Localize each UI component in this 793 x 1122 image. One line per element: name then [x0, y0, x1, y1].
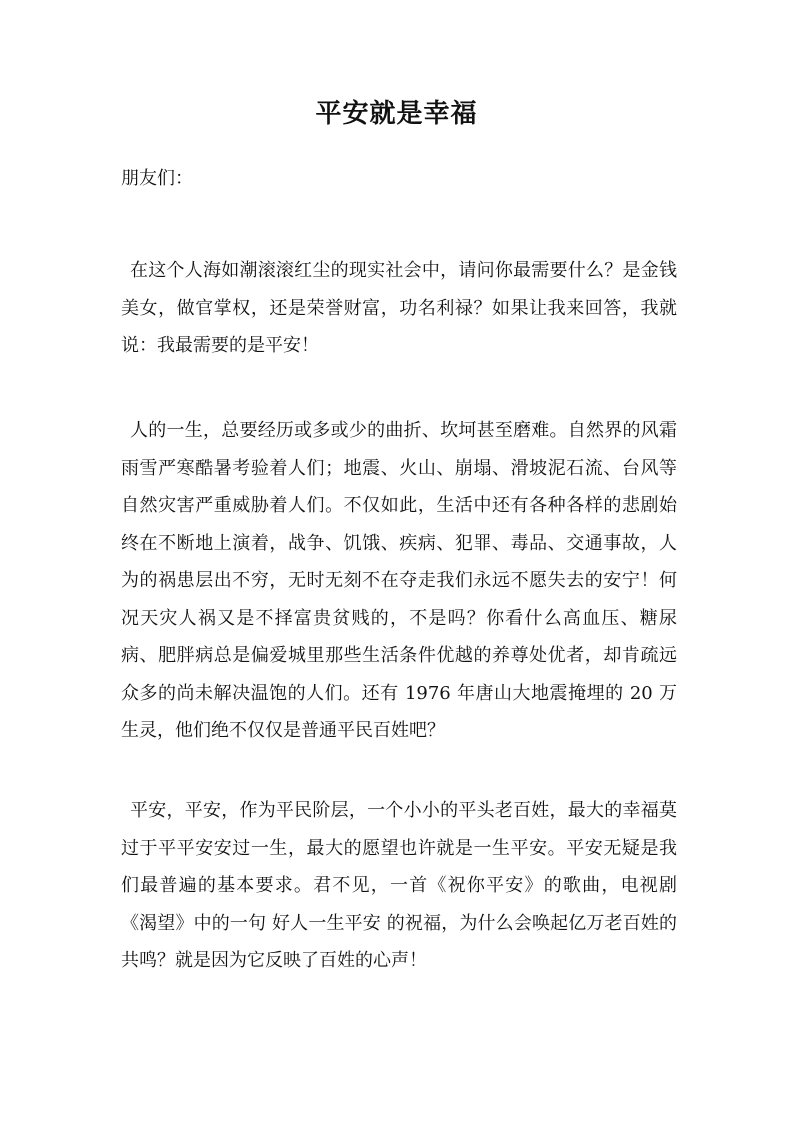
paragraph-2: 人的一生，总要经历或多或少的曲折、坎坷甚至磨难。自然界的风霜雨雪严寒酷暑考验着人们；地震、火山、崩塌、滑坡泥石流、台风等自然灾害严重威胁着人们。不仅如此，生活中还有各种各样的悲剧始终在不断地上演着，战争、饥饿、疾病、犯罪、毒品、交通事故，人为的祸患层出不穷，无时无刻不在夺走我们永远不愿失去的安宁！何况天灾人祸又是不择富贵贫贱的，不是吗？你看什么高血压、糖尿病、肥胖病总是偏爱城里那些生活条件优越的养尊处优者，却肯疏远众多的尚未解决温饱的人们。还有 1976 年唐山大地震掩埋的 20 万生灵，他们绝不仅仅是普通平民百姓吧？ [121, 420, 677, 741]
paragraph-3: 平安，平安，作为平民阶层，一个小小的平头老百姓，最大的幸福莫过于平平安安过一生，最大的愿望也许就是一生平安。平安无疑是我们最普遍的基本要求。君不见，一首《祝你平安》的歌曲，电视剧《渴望》中的一句 好人一生平安 的祝福，为什么会唤起亿万老百姓的共鸣？就是因为它反映了百姓的心声！ [121, 800, 677, 971]
paragraph-1: 在这个人海如潮滚滚红尘的现实社会中，请问你最需要什么？是金钱美女，做官掌权，还是荣誉财富，功名利禄？如果让我来回答，我就说：我最需要的是平安！ [121, 260, 677, 356]
document-title: 平安就是幸福 [315, 99, 478, 129]
greeting-text: 朋友们： [121, 168, 193, 189]
